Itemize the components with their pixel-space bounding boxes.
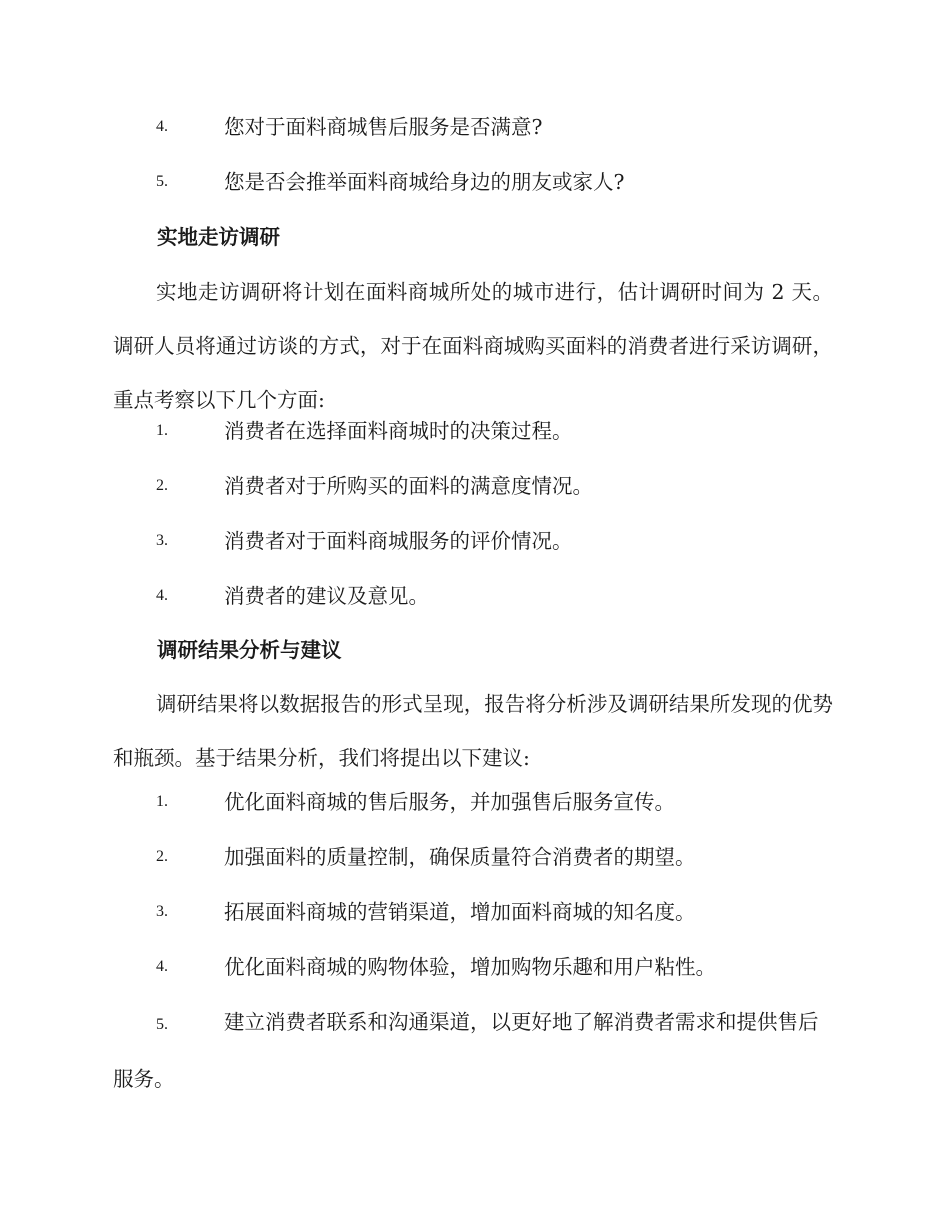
list-number: 3.	[156, 903, 168, 920]
list-number: 5.	[156, 173, 168, 190]
list-text: 拓展面料商城的营销渠道，增加面料商城的知名度。	[224, 900, 696, 924]
list-item	[0, 526, 950, 556]
field-research-paragraph: 实地走访调研将计划在面料商城所处的城市进行，估计调研时间为 2 天。调研人员将通过访谈的方式，对于在面料商城购买面料的消费者进行采访调研，重点考察以下几个方面:	[113, 280, 833, 412]
list-text: 加强面料的质量控制，确保质量符合消费者的期望。	[224, 845, 696, 869]
list-number: 1.	[156, 793, 168, 810]
list-item-wrapping	[113, 995, 833, 1106]
list-text: 您对于面料商城售后服务是否满意?	[224, 115, 543, 139]
list-item	[0, 842, 950, 872]
list-text: 优化面料商城的售后服务，并加强售后服务宣传。	[224, 790, 675, 814]
list-number: 3.	[156, 532, 168, 549]
list-item	[0, 787, 950, 817]
list-item	[0, 167, 950, 197]
list-number: 4.	[156, 958, 168, 975]
list-number: 2.	[156, 477, 168, 494]
list-item	[0, 416, 950, 446]
list-text: 您是否会推举面料商城给身边的朋友或家人?	[224, 170, 625, 194]
list-text: 建立消费者联系和沟通渠道，以更好地了解消费者需求和提供售后服务。	[113, 1010, 819, 1091]
list-text: 优化面料商城的购物体验，增加购物乐趣和用户粘性。	[224, 955, 716, 979]
list-item	[0, 581, 950, 611]
section-heading-field-research: 实地走访调研	[157, 225, 280, 249]
list-item	[0, 952, 950, 982]
list-text: 消费者的建议及意见。	[224, 584, 429, 608]
list-item	[0, 897, 950, 927]
list-number: 2.	[156, 848, 168, 865]
list-text: 消费者在选择面料商城时的决策过程。	[224, 419, 573, 443]
list-text: 消费者对于所购买的面料的满意度情况。	[224, 474, 593, 498]
list-number: 4.	[156, 118, 168, 135]
list-number: 1.	[156, 422, 168, 439]
results-paragraph: 调研结果将以数据报告的形式呈现，报告将分析涉及调研结果所发现的优势和瓶颈。基于结果分析，我们将提出以下建议:	[113, 692, 833, 770]
list-number: 4.	[156, 587, 168, 604]
list-number: 5.	[156, 1016, 168, 1033]
list-item	[0, 112, 950, 142]
section-heading-results: 调研结果分析与建议	[157, 638, 342, 662]
list-item	[0, 471, 950, 501]
list-text: 消费者对于面料商城服务的评价情况。	[224, 529, 573, 553]
